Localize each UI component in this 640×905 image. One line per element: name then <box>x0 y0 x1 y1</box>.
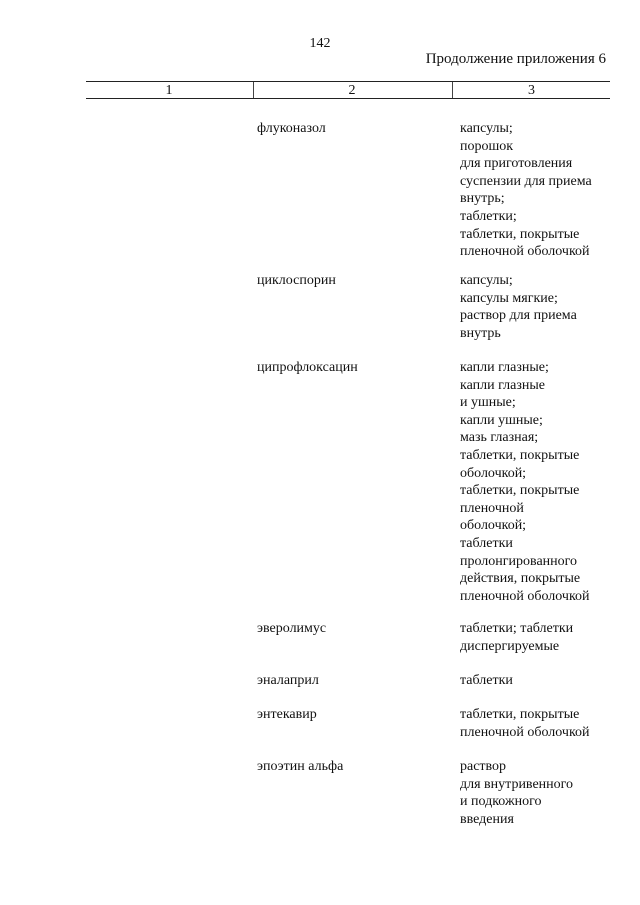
drug-name: эверолимус <box>257 621 327 636</box>
dosage-form-line: мазь глазная; <box>460 430 539 446</box>
drug-name: циклоспорин <box>257 273 336 288</box>
dosage-form-line: капли глазные <box>460 377 545 393</box>
drug-name: эпоэтин альфа <box>257 759 344 774</box>
dosage-form-line: капсулы; <box>460 121 513 136</box>
dosage-form-line: пленочной <box>460 500 524 516</box>
dosage-form-line: таблетки, покрытые <box>460 483 580 499</box>
dosage-forms <box>460 359 630 605</box>
dosage-form-line: и подкожного <box>460 794 542 810</box>
column-header-2: 2 <box>348 83 356 98</box>
dosage-form-line: оболочкой; <box>460 518 527 534</box>
dosage-form-line: капсулы мягкие; <box>460 290 558 306</box>
column-header-3: 3 <box>528 83 535 98</box>
page-number: 142 <box>309 36 331 51</box>
dosage-form-line: внутрь <box>460 325 501 341</box>
dosage-form-line: таблетки, покрытые <box>460 226 580 242</box>
drug-name: флуконазол <box>257 121 326 136</box>
continuation-note: Продолжение приложения 6 <box>425 51 606 67</box>
dosage-form-line: внутрь; <box>460 191 505 207</box>
dosage-form-line: для внутривенного <box>460 776 574 792</box>
dosage-form-line: таблетки, покрытые <box>460 707 580 722</box>
dosage-forms <box>460 672 630 690</box>
dosage-form-line: диспергируемые <box>460 638 560 654</box>
dosage-forms <box>460 758 630 828</box>
dosage-forms <box>460 120 630 261</box>
dosage-form-line: таблетки; таблетки <box>460 621 574 636</box>
dosage-form-line: таблетки; <box>460 208 517 224</box>
column-header-1: 1 <box>165 83 173 98</box>
dosage-form-line: раствор для приема <box>460 308 577 324</box>
dosage-form-line: таблетки <box>460 535 513 551</box>
dosage-form-line: пролонгированного <box>460 553 578 569</box>
drug-name: эналаприл <box>257 673 319 688</box>
dosage-form-line: таблетки, покрытые <box>460 447 580 463</box>
table-header-top-rule <box>86 81 610 82</box>
dosage-form-line: действия, покрытые <box>460 571 581 587</box>
dosage-form-line: капсулы; <box>460 273 513 288</box>
dosage-form-line: таблетки <box>460 673 513 688</box>
dosage-form-line: раствор <box>460 759 507 774</box>
dosage-form-line: суспензии для приема <box>460 173 592 189</box>
dosage-form-line: и ушные; <box>460 395 516 411</box>
dosage-form-line: введения <box>460 811 514 827</box>
dosage-form-line: пленочной оболочкой <box>460 724 590 740</box>
drug-name: ципрофлоксацин <box>257 360 358 375</box>
drug-name: энтекавир <box>257 707 317 722</box>
dosage-form-line: оболочкой; <box>460 465 527 481</box>
dosage-form-line: порошок <box>460 138 514 154</box>
dosage-form-line: пленочной оболочкой <box>460 244 590 260</box>
dosage-form-line: для приготовления <box>460 156 573 172</box>
dosage-forms <box>460 706 630 741</box>
dosage-forms <box>460 620 630 655</box>
dosage-form-line: капли ушные; <box>460 412 543 428</box>
dosage-forms <box>460 272 630 342</box>
dosage-form-line: капли глазные; <box>460 360 549 375</box>
dosage-form-line: пленочной оболочкой <box>460 588 590 604</box>
